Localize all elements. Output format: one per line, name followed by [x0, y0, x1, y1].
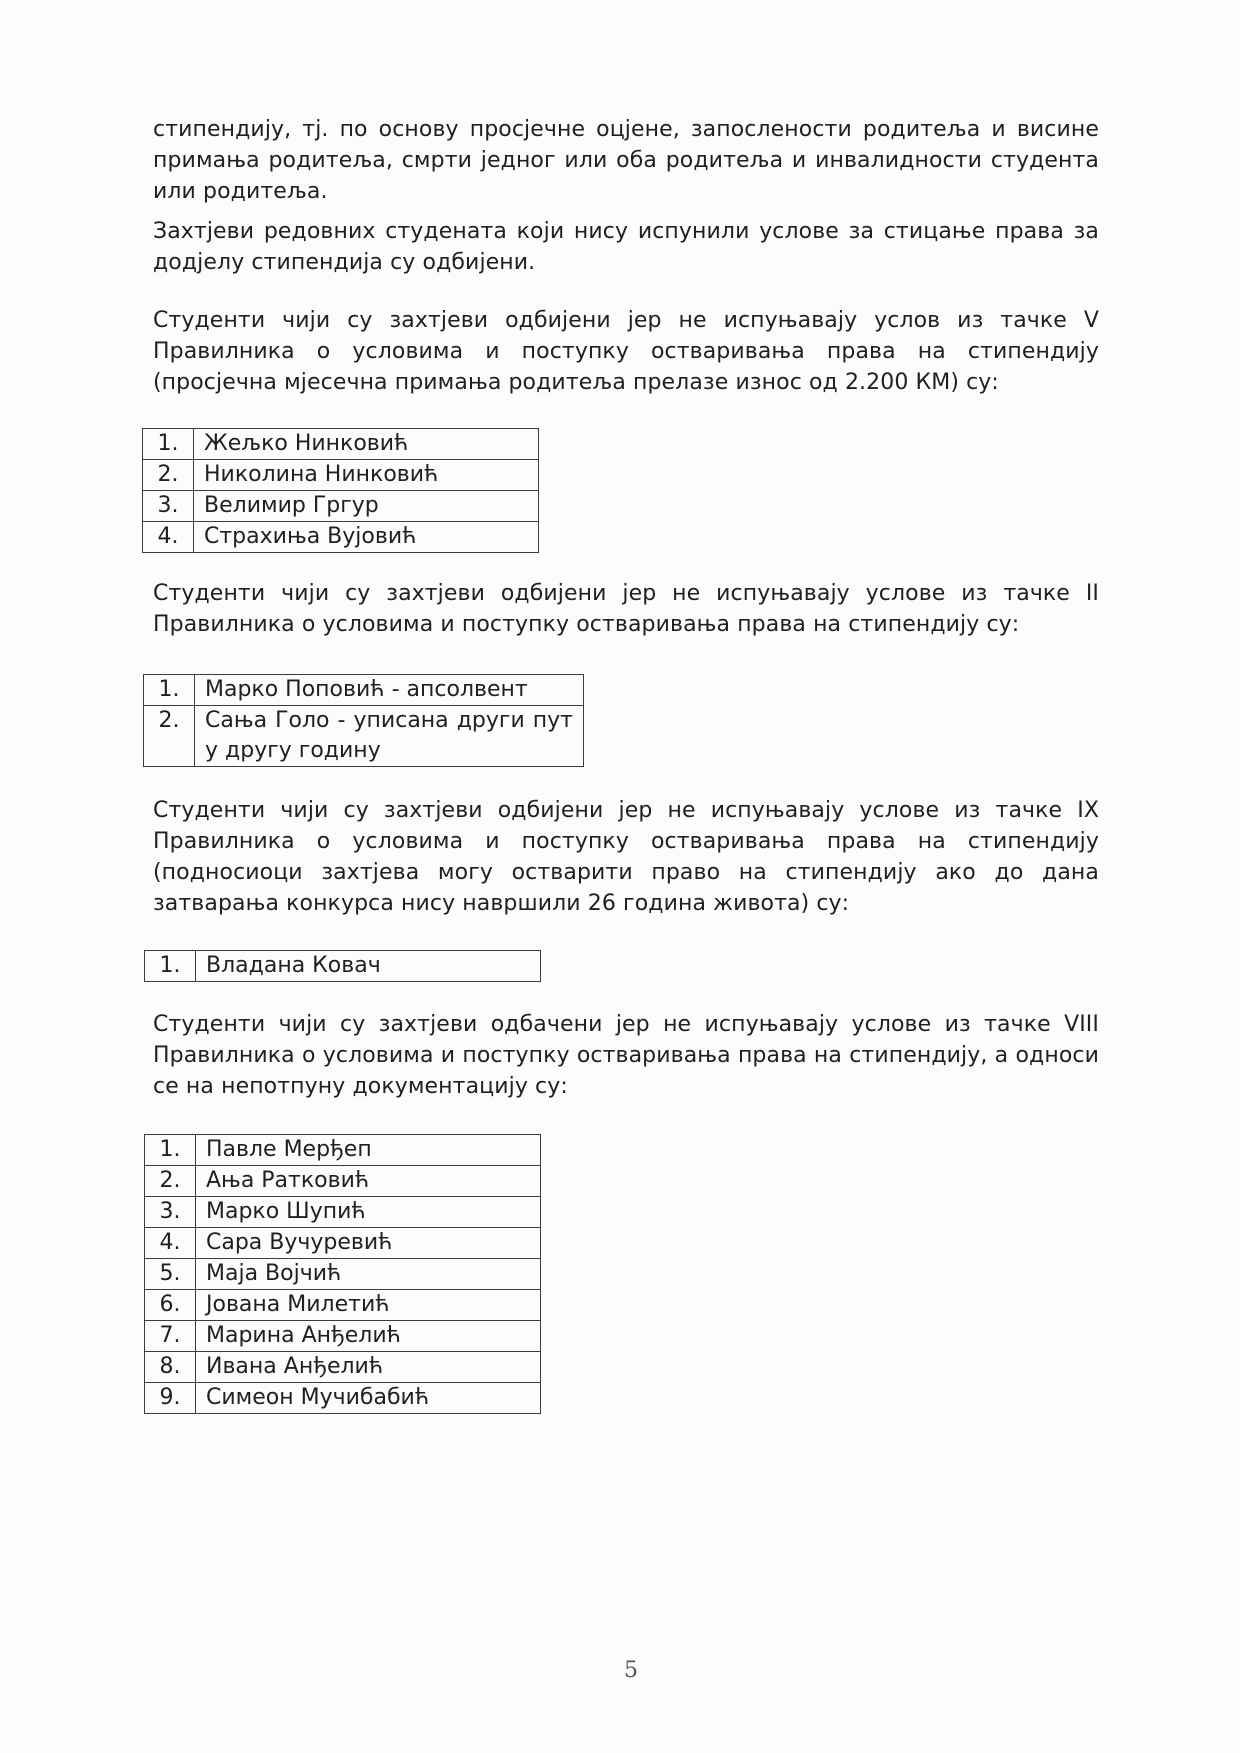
row-number: 2. — [143, 460, 194, 491]
table-row — [145, 1352, 541, 1383]
table-point-ix — [144, 950, 541, 982]
table-row — [144, 706, 584, 767]
student-name: Сара Вучуревић — [196, 1228, 541, 1259]
table-row — [143, 522, 539, 553]
row-number: 3. — [143, 491, 194, 522]
paragraph-point-viii: Студенти чији су захтјеви одбачени јер не испуњавају услове из тачке VIII Правилника о условима и поступку остваривања права на стипендију, а односи се на непотпуну документацију су: — [153, 1012, 1099, 1099]
row-number: 5. — [145, 1259, 196, 1290]
row-number: 1. — [144, 675, 195, 706]
student-name: Ања Ратковић — [196, 1166, 541, 1197]
table-point-v — [142, 428, 539, 553]
row-number: 9. — [145, 1383, 196, 1414]
page-number: 5 — [624, 1658, 638, 1683]
paragraph-rejected-summary: Захтјеви редовних студената који нису испунили услове за стицање права за додјелу стипендија су одбијени. — [153, 219, 1099, 275]
row-number: 4. — [143, 522, 194, 553]
table-row — [145, 1383, 541, 1414]
table-row — [143, 491, 539, 522]
row-number: 8. — [145, 1352, 196, 1383]
student-name: Жељко Нинковић — [194, 429, 539, 460]
student-name: Маја Војчић — [196, 1259, 541, 1290]
row-number: 6. — [145, 1290, 196, 1321]
row-number: 2. — [144, 706, 195, 767]
student-name: Владана Ковач — [196, 951, 541, 982]
paragraph-intro-continued: стипендију, тј. по основу просјечне оцјене, запослености родитеља и висине примања родитеља, смрти једног или оба родитеља и инвалидности студента или родитеља. — [153, 117, 1099, 204]
table-row — [143, 429, 539, 460]
row-number: 3. — [145, 1197, 196, 1228]
row-number: 2. — [145, 1166, 196, 1197]
table-row — [143, 460, 539, 491]
table-row — [145, 1259, 541, 1290]
student-name: Павле Мерђеп — [196, 1135, 541, 1166]
student-name: Симеон Мучибабић — [196, 1383, 541, 1414]
student-name: Николина Нинковић — [194, 460, 539, 491]
student-name: Сања Голо - уписана други пут у другу годину — [195, 706, 584, 767]
row-number: 1. — [145, 1135, 196, 1166]
paragraph-point-ix: Студенти чији су захтјеви одбијени јер не испуњавају услове из тачке IX Правилника о условима и поступку остваривања права на стипендију (подносиоци захтјева могу остварити право на стипендију ако до дана затварања конкурса нису навршили 26 година живота) су: — [153, 798, 1099, 916]
paragraph-point-ii: Студенти чији су захтјеви одбијени јер не испуњавају услове из тачке II Правилника о условима и поступку остваривања права на стипендију су: — [153, 581, 1099, 637]
table-row — [145, 1321, 541, 1352]
student-name: Марко Поповић - апсолвент — [195, 675, 584, 706]
table-row — [145, 1228, 541, 1259]
row-number: 1. — [145, 951, 196, 982]
student-name: Велимир Гргур — [194, 491, 539, 522]
student-name: Марко Шупић — [196, 1197, 541, 1228]
student-name: Страхиња Вујовић — [194, 522, 539, 553]
table-point-ii — [143, 674, 584, 767]
student-name: Марина Анђелић — [196, 1321, 541, 1352]
paragraph-point-v: Студенти чији су захтјеви одбијени јер не испуњавају услов из тачке V Правилника о условима и поступку остваривања права на стипендију (просјечна мјесечна примања родитеља прелазе износ од 2.200 КМ) су: — [153, 308, 1099, 395]
row-number: 4. — [145, 1228, 196, 1259]
table-row — [145, 1135, 541, 1166]
table-row — [145, 951, 541, 982]
student-name: Ивана Анђелић — [196, 1352, 541, 1383]
table-row — [145, 1197, 541, 1228]
table-row — [145, 1290, 541, 1321]
student-name: Јована Милетић — [196, 1290, 541, 1321]
row-number: 7. — [145, 1321, 196, 1352]
table-row — [145, 1166, 541, 1197]
table-row — [144, 675, 584, 706]
table-point-viii — [144, 1134, 541, 1414]
row-number: 1. — [143, 429, 194, 460]
